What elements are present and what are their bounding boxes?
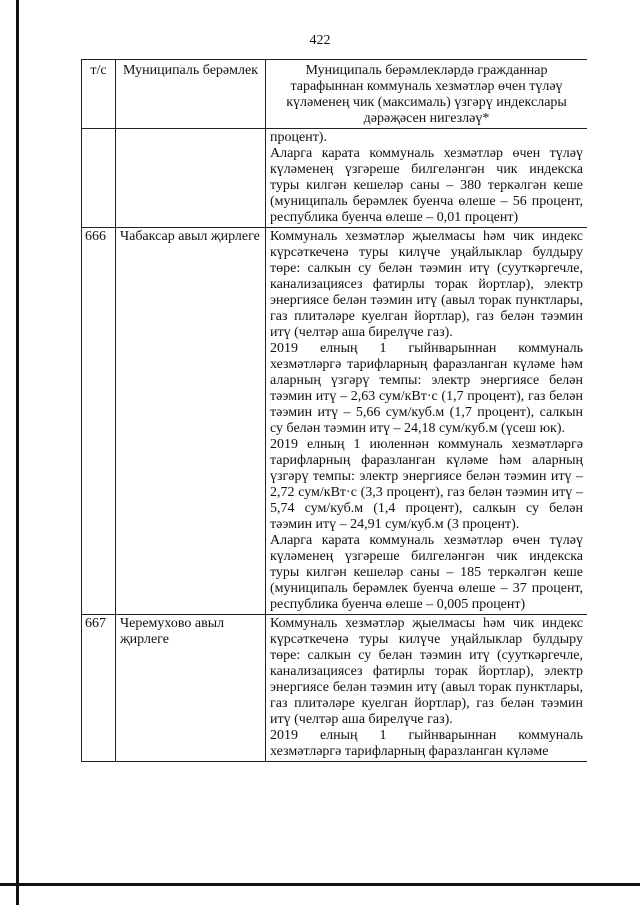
- paragraph: 2019 елның 1 гыйнварыннан коммуналь хезмәтләргә тарифларның фаразланган күләме һәм аларның үзгәрү темпы: электр энергиясе белән тәэмин итү – 2,63 сум/кВт·с (1,7 процент), газ белән тәэмин итү – 5,66 сум/куб.м (1,7 процент), салкын су белән тәэмин итү – 24,18 сум/куб.м (үсеш юк).: [270, 341, 583, 436]
- paragraph: 2019 елның 1 гыйнварыннан коммуналь хезмәтләргә тарифларның фаразланган күләме: [270, 728, 583, 759]
- row-number-cell: 667: [82, 615, 116, 762]
- header-municipality: Муниципаль берәмлек: [116, 60, 266, 129]
- header-number: т/с: [82, 60, 116, 129]
- table-row: [82, 228, 588, 615]
- row-text-cell: [266, 228, 588, 615]
- table-row-continuation: [82, 129, 588, 228]
- tariff-table: [81, 59, 587, 762]
- paragraph: Аларга карата коммуналь хезмәтләр өчен түләү күләменең үзгәреше билгеләнгән чик индекска туры килгән кешеләр саны – 185 теркәлгән кеше (муниципаль берәмлек буенча өлеше – 37 процент, республика буенча өлеше – 0,005 процент): [270, 533, 583, 612]
- row-municipality-cell: Черемухово авыл җирлеге: [116, 615, 266, 762]
- paragraph: Коммуналь хезмәтләр җыелмасы һәм чик индекс күрсәткеченә туры килүче уңайлыклар булдыру төре: салкын су белән тәэмин итү (сууткәргечле, канализациясез фатирлы торак йортлар), электр энергиясе белән тәэмин итү (авыл торак пунктлары, газ плитәләре куелган йортлар), газ белән тәэмин итү (челтәр аша бирелүче газ).: [270, 616, 583, 727]
- row-municipality-cell: Чабаксар авыл җирлеге: [116, 228, 266, 615]
- paragraph: Коммуналь хезмәтләр җыелмасы һәм чик индекс күрсәткеченә туры килүче уңайлыклар булдыру төре: салкын су белән тәэмин итү (сууткәргечле, канализациясез фатирлы торак йортлар), электр энергиясе белән тәэмин итү (авыл торак пунктлары, газ плитәләре куелган йортлар), газ белән тәэмин итү (челтәр аша бирелүче газ).: [270, 229, 583, 340]
- scan-bottom-edge: [0, 883, 640, 886]
- row-text-cell: [266, 615, 588, 762]
- paragraph: процент).: [270, 130, 327, 145]
- row-number-cell: [82, 129, 116, 228]
- table-container: [81, 59, 587, 845]
- row-municipality-cell: [116, 129, 266, 228]
- paragraph: 2019 елның 1 июленнән коммуналь хезмәтләргә тарифларның фаразланган күләме һәм аларның үзгәрү темпы: электр энергиясе белән тәэмин итү – 2,72 сум/кВт·с (3,3 процент), газ белән тәэмин итү – 5,74 сум/куб.м (1,4 процент), салкын су белән тәэмин итү – 24,91 сум/куб.м (3 процент).: [270, 437, 583, 532]
- table-header-row: [82, 60, 588, 129]
- row-number-cell: 666: [82, 228, 116, 615]
- page-number: 422: [309, 33, 331, 48]
- scan-left-edge: [16, 0, 19, 905]
- row-text-cell: [266, 129, 588, 228]
- paragraph: Аларга карата коммуналь хезмәтләр өчен түләү күләменең үзгәреше билгеләнгән чик индекска туры килгән кешеләр саны – 380 теркәлгән кеше (муниципаль берәмлек буенча өлеше – 56 процент, республика буенча өлеше – 0,01 процент): [270, 146, 583, 225]
- header-justification: Муниципаль берәмлекләрдә гражданнар тарафыннан коммуналь хезмәтләр өчен түләү күләменең чик (максималь) үзгәрү индекслары дәрәҗәсен нигезләү*: [266, 60, 588, 129]
- table-row: [82, 615, 588, 762]
